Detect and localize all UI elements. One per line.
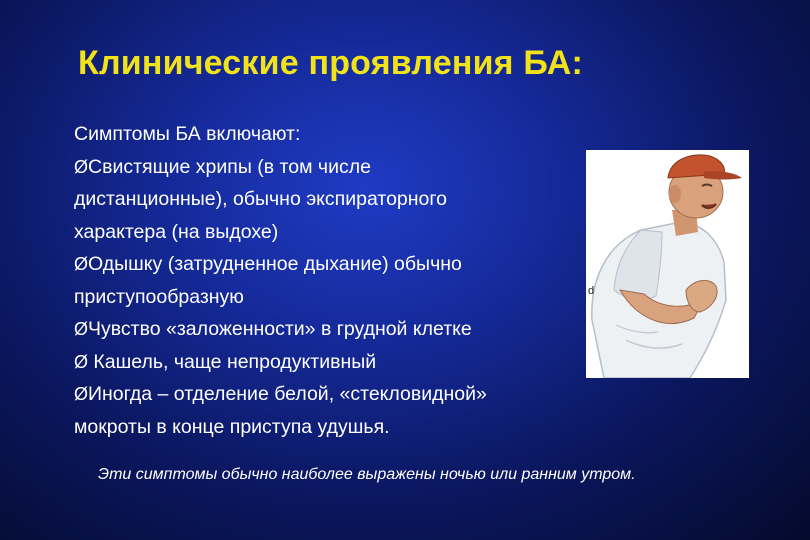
- list-item: [74, 313, 594, 346]
- item-line: Иногда – отделение белой, «стекловидной»: [88, 383, 487, 405]
- arrow-bullet-icon: Ø: [74, 384, 89, 404]
- item-line: Кашель, чаще непродуктивный: [88, 350, 377, 373]
- arrow-bullet-icon: Ø: [74, 351, 89, 372]
- symptom-list: [74, 118, 594, 443]
- list-item: [74, 378, 594, 411]
- item-line: Свистящие хрипы (в том числе: [88, 155, 371, 178]
- list-item: [74, 151, 594, 184]
- slide-title: Клинические проявления БА:: [78, 44, 583, 82]
- footnote: Эти симптомы обычно наиболее выражены ночью или ранним утром.: [98, 466, 636, 483]
- list-item: [74, 248, 594, 281]
- stray-letter: d: [588, 285, 595, 297]
- arrow-bullet-icon: Ø: [74, 156, 89, 177]
- item-line: Одышку (затрудненное дыхание) обычно: [88, 253, 462, 275]
- arrow-bullet-icon: Ø: [74, 319, 89, 339]
- coughing-man-photo: [586, 150, 749, 378]
- item-line: характера (на выдохе): [74, 220, 279, 243]
- coughing-man-illustration: [586, 150, 749, 378]
- arrow-bullet-icon: Ø: [74, 254, 89, 274]
- item-line: мокроты в конце приступа удушья.: [74, 415, 390, 438]
- intro-text: Симптомы БА включают:: [74, 123, 301, 145]
- item-line: Чувство «заложенности» в грудной клетке: [88, 318, 472, 340]
- list-item: [74, 346, 594, 379]
- item-line: приступообразную: [74, 285, 244, 308]
- item-line: дистанционные), обычно экспираторного: [74, 188, 447, 210]
